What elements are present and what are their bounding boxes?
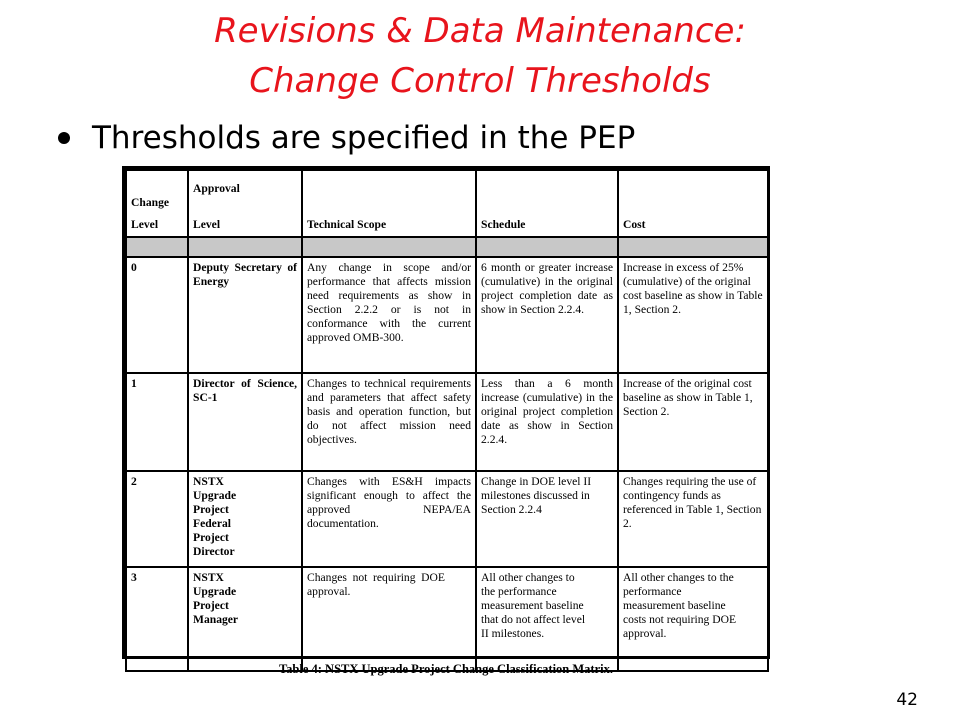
cell-technical-scope: Changes with ES&H impacts significant enough to affect the approved NEPA/EA documentation. bbox=[302, 471, 476, 567]
cell-cost: Increase of the original cost baseline as show in Table 1, Section 2. bbox=[618, 373, 768, 471]
cell-approval-level: Deputy Secretary of Energy bbox=[188, 257, 302, 373]
page-number: 42 bbox=[896, 690, 918, 710]
slide-title-line-1: Revisions & Data Maintenance: bbox=[214, 11, 746, 51]
header-change-level bbox=[126, 170, 188, 237]
cell-change-level: 3 bbox=[126, 567, 188, 671]
shaded-cell bbox=[476, 237, 618, 257]
header-technical-scope: Technical Scope bbox=[302, 170, 476, 237]
header-schedule: Schedule bbox=[476, 170, 618, 237]
cell-technical-scope: Any change in scope and/or performance that affects mission need requirements as show in Section 2.2.2 or is not in conformance with the current approved OMB-300. bbox=[302, 257, 476, 373]
shaded-cell bbox=[302, 237, 476, 257]
cell-cost: All other changes to the performance measurement baseline costs not requiring DOE approval. bbox=[618, 567, 768, 671]
table-row bbox=[126, 471, 768, 567]
shaded-cell bbox=[188, 237, 302, 257]
table-caption: Table 4: NSTX Upgrade Project Change Classification Matrix. bbox=[278, 662, 613, 676]
bullet-dot-icon bbox=[58, 132, 70, 144]
cell-change-level: 1 bbox=[126, 373, 188, 471]
header-approval-level-line-2: Level bbox=[193, 218, 221, 231]
header-change-level-line-2: Level bbox=[131, 218, 159, 231]
cell-approval-level: NSTX Upgrade Project Manager bbox=[188, 567, 302, 671]
header-approval-level bbox=[188, 170, 302, 237]
matrix-table bbox=[125, 169, 769, 672]
cell-cost: Changes requiring the use of contingency funds as referenced in Table 1, Section 2. bbox=[618, 471, 768, 567]
cell-schedule: All other changes to the performance measurement baseline that do not affect level II milestones. bbox=[476, 567, 618, 671]
header-approval-level-line-1: Approval bbox=[193, 182, 240, 195]
cell-change-level: 2 bbox=[126, 471, 188, 567]
header-row bbox=[126, 170, 768, 237]
cell-schedule: 6 month or greater increase (cumulative) in the original project completion date as show in Section 2.2.4. bbox=[476, 257, 618, 373]
slide-title-line-2: Change Control Thresholds bbox=[249, 61, 711, 101]
table-row bbox=[126, 257, 768, 373]
table-row bbox=[126, 567, 768, 671]
header-cost: Cost bbox=[618, 170, 768, 237]
bullet-item bbox=[58, 114, 635, 162]
shaded-separator-row bbox=[126, 237, 768, 257]
slide-title bbox=[0, 6, 960, 106]
shaded-cell bbox=[126, 237, 188, 257]
cell-change-level: 0 bbox=[126, 257, 188, 373]
shaded-cell bbox=[618, 237, 768, 257]
bullet-text: Thresholds are specified in the PEP bbox=[92, 120, 636, 156]
cell-schedule: Less than a 6 month increase (cumulative) in the original project completion date as show in Section 2.2.4. bbox=[476, 373, 618, 471]
cell-technical-scope: Changes not requiring DOE approval. bbox=[302, 567, 476, 671]
cell-cost: Increase in excess of 25% (cumulative) of the original cost baseline as show in Table 1, Section 2. bbox=[618, 257, 768, 373]
cell-technical-scope: Changes to technical requirements and parameters that affect safety basis and operation function, but do not affect mission need objectives. bbox=[302, 373, 476, 471]
header-change-level-line-1: Change bbox=[131, 196, 170, 209]
cell-approval-level: NSTX Upgrade Project Federal Project Director bbox=[188, 471, 302, 567]
table-row bbox=[126, 373, 768, 471]
cell-approval-level: Director of Science, SC-1 bbox=[188, 373, 302, 471]
cell-schedule: Change in DOE level II milestones discussed in Section 2.2.4 bbox=[476, 471, 618, 567]
change-classification-table bbox=[122, 166, 770, 659]
